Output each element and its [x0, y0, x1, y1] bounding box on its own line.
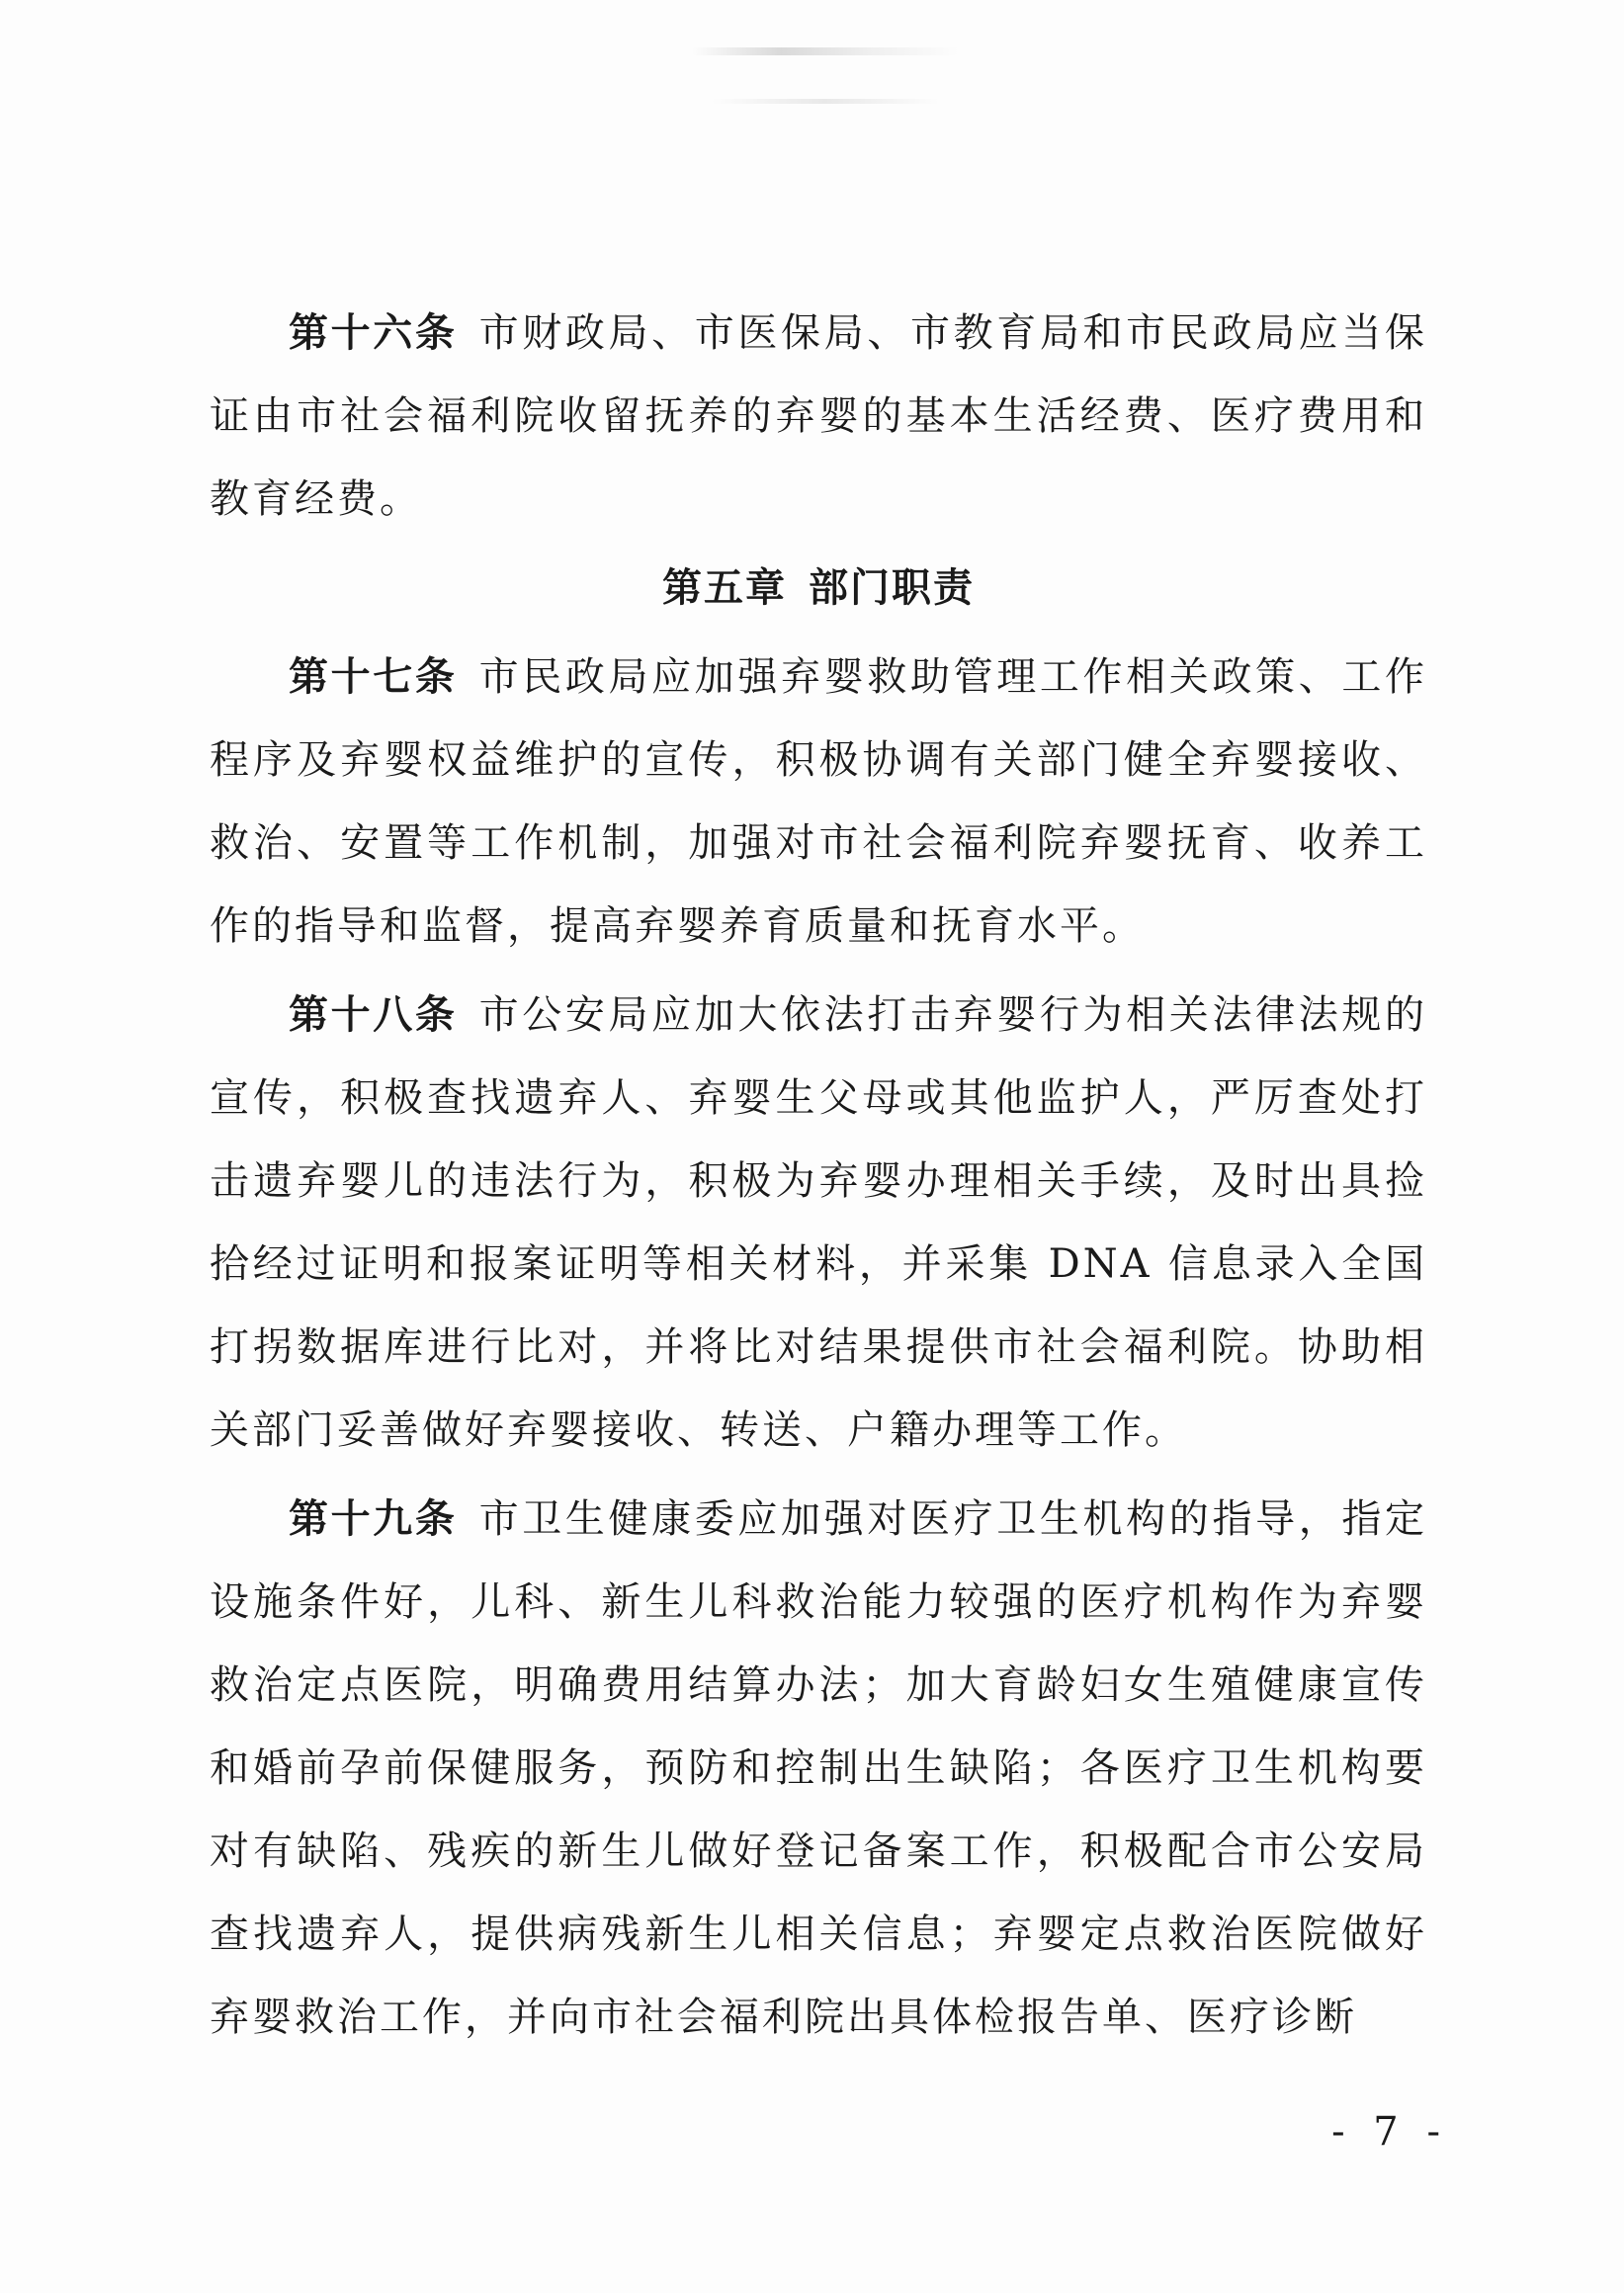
article-16 — [210, 292, 1427, 541]
article-19 — [210, 1478, 1427, 2059]
article-number: 第十七条 — [289, 654, 458, 700]
scan-bleed-mark — [712, 99, 939, 104]
article-text: 市财政局、市医保局、市教育局和市民政局应当保证由市社会福利院收留抚养的弃婴的基本生活经费、医疗费用和教育经费。 — [210, 310, 1428, 522]
chapter-number: 第五章 — [662, 565, 787, 611]
scan-bleed-mark — [692, 47, 959, 55]
article-18 — [210, 974, 1427, 1472]
article-text: 市公安局应加大依法打击弃婴行为相关法律法规的宣传，积极查找遗弃人、弃婴生父母或其他监护人，严厉查处打击遗弃婴儿的违法行为，积极为弃婴办理相关手续，及时出具捡拾经过证明和报案证明等相关材料，并采集 DNA 信息录入全国打拐数据库进行比对，并将比对结果提供市社会福利院。协助相关部门妥善做好弃婴接收、转送、户籍办理等工作。 — [210, 992, 1428, 1453]
article-text: 市民政局应加强弃婴救助管理工作相关政策、工作程序及弃婴权益维护的宣传，积极协调有关部门健全弃婴接收、救治、安置等工作机制，加强对市社会福利院弃婴抚育、收养工作的指导和监督，提高弃婴养育质量和抚育水平。 — [210, 654, 1428, 949]
chapter-title: 部门职责 — [809, 565, 975, 611]
article-number: 第十六条 — [289, 310, 458, 356]
document-body — [210, 292, 1427, 2065]
page-number: - 7 - — [1331, 2109, 1448, 2155]
article-number: 第十九条 — [289, 1496, 458, 1542]
article-number: 第十八条 — [289, 992, 458, 1038]
chapter-heading — [210, 547, 1427, 630]
article-text: 市卫生健康委应加强对医疗卫生机构的指导，指定设施条件好，儿科、新生儿科救治能力较强的医疗机构作为弃婴救治定点医院，明确费用结算办法；加大育龄妇女生殖健康宣传和婚前孕前保健服务，预防和控制出生缺陷；各医疗卫生机构要对有缺陷、残疾的新生儿做好登记备案工作，积极配合市公安局查找遗弃人，提供病残新生儿相关信息；弃婴定点救治医院做好弃婴救治工作，并向市社会福利院出具体检报告单、医疗诊断 — [210, 1496, 1428, 2040]
article-17 — [210, 636, 1427, 968]
